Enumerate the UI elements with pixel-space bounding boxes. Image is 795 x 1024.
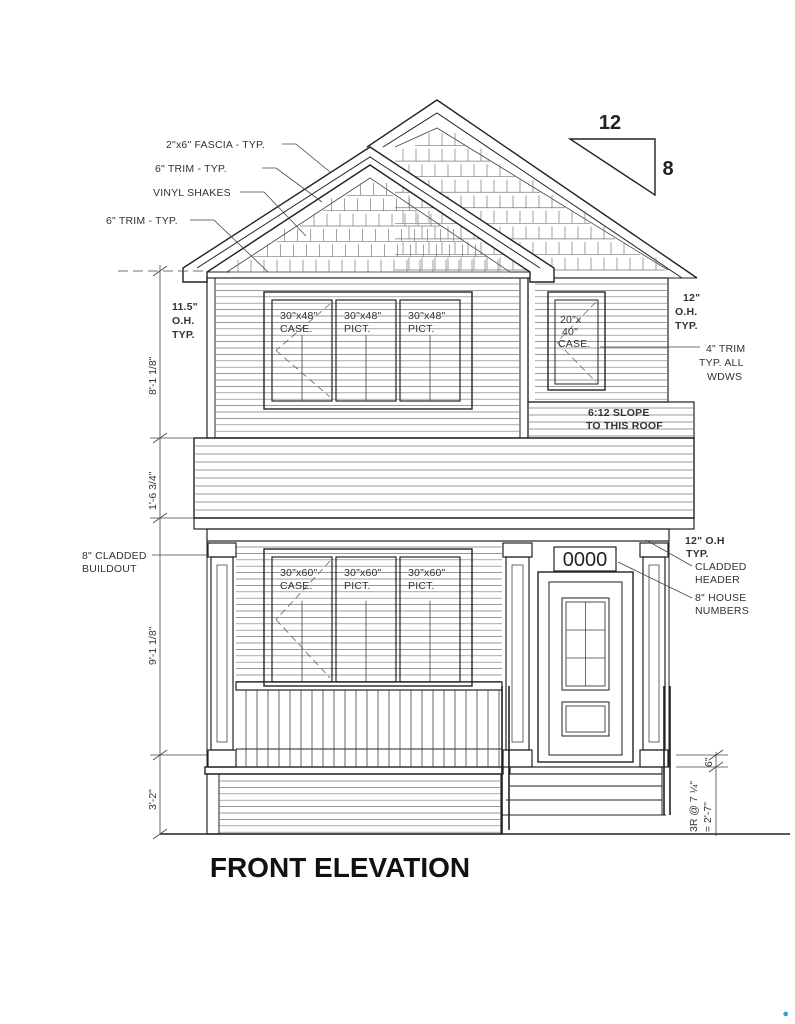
note-oh-right-1: 12" — [683, 292, 701, 304]
main-swing-line — [276, 620, 330, 679]
note-oh-left-2: O.H. — [172, 315, 195, 327]
note-vinyl: VINYL SHAKES — [153, 187, 231, 199]
pitch-run: 12 — [598, 112, 622, 134]
upper-siding — [215, 284, 520, 438]
upper-window-size: 30"x48" — [408, 310, 446, 322]
small-window-type: CASE. — [558, 338, 591, 350]
upper-window-group — [264, 292, 472, 409]
note-oh-porch-1: 12" O.H — [685, 535, 725, 547]
small-window-labels — [558, 314, 591, 350]
column-cap — [503, 543, 532, 557]
roof-pitch-symbol — [570, 112, 674, 195]
note-oh-right-3: TYP. — [675, 320, 698, 332]
column-base — [503, 750, 532, 767]
note-trim-b: 6" TRIM - TYP. — [106, 215, 178, 227]
note-oh-left-1: 11.5" — [172, 301, 198, 313]
porch-railing — [236, 682, 502, 767]
main-window-type: PICT. — [408, 580, 435, 592]
note-trim4-3: WDWS — [707, 371, 743, 383]
step-dimensions — [676, 750, 728, 836]
upper-wall — [207, 278, 528, 438]
main-window-size: 30"x60" — [280, 567, 318, 579]
column-shaft — [643, 557, 665, 750]
dim-step-text: 6" — [703, 757, 715, 767]
note-trim4-1: 4" TRIM — [706, 343, 746, 355]
front-steps — [502, 686, 670, 834]
note-buildout-2: BUILDOUT — [82, 563, 137, 575]
note-header-1: CLADDED — [695, 561, 747, 573]
drawing-title: FRONT ELEVATION — [209, 852, 471, 883]
note-house-num-1: 8" HOUSE — [695, 592, 747, 604]
column-panel — [649, 565, 659, 742]
note-slope-2: TO THIS ROOF — [586, 420, 663, 432]
house-numbers — [554, 547, 616, 571]
dim-band-text: 1'-6 3/4" — [147, 471, 159, 510]
dim-upper-text: 8'-1 1/8" — [147, 356, 159, 395]
front-gable — [183, 147, 554, 282]
column-shaft — [211, 557, 233, 750]
column-cap — [208, 543, 236, 557]
upper-window-type: PICT. — [344, 323, 371, 335]
dim-found-text: 3'-2" — [147, 789, 159, 810]
upper-window-size: 30"x48" — [344, 310, 382, 322]
location-pin-icon: ● — [782, 1008, 789, 1020]
note-oh-right-2: O.H. — [675, 306, 698, 318]
front-door — [538, 572, 633, 762]
note-header-2: HEADER — [695, 574, 740, 586]
small-window-size2: 40" — [562, 326, 579, 338]
dim-risers-text: 3R @ 7 ¼" — [688, 780, 700, 832]
note-house-num-2: NUMBERS — [695, 605, 749, 617]
column-panel — [512, 565, 523, 742]
pitch-rise: 8 — [662, 158, 674, 180]
upper-window-size: 30"x48" — [280, 310, 318, 322]
dim-main-text: 9'-1 1/8" — [147, 626, 159, 665]
small-window-size: 20"x — [560, 314, 582, 326]
upper-window-type: PICT. — [408, 323, 435, 335]
note-fascia: 2"x6" FASCIA - TYP. — [166, 139, 265, 151]
note-oh-left-3: TYP. — [172, 329, 195, 341]
main-window-size: 30"x60" — [344, 567, 382, 579]
foundation — [205, 767, 503, 834]
upper-window-type: CASE. — [280, 323, 313, 335]
column-panel — [217, 565, 227, 742]
note-slope-1: 6:12 SLOPE — [588, 407, 650, 419]
dim-risers-total-text: = 2'-7" — [702, 802, 714, 832]
note-trim-a: 6" TRIM - TYP. — [155, 163, 227, 175]
note-buildout-1: 8" CLADDED — [82, 550, 147, 562]
main-window-type: PICT. — [344, 580, 371, 592]
main-window-size: 30"x60" — [408, 567, 446, 579]
note-trim4-2: TYP. ALL — [699, 357, 744, 369]
house-number-text: 0000 — [562, 549, 608, 571]
band-roof — [194, 438, 694, 529]
column-base — [208, 750, 236, 767]
note-oh-porch-2: TYP. — [686, 548, 709, 560]
main-window-type: CASE. — [280, 580, 313, 592]
